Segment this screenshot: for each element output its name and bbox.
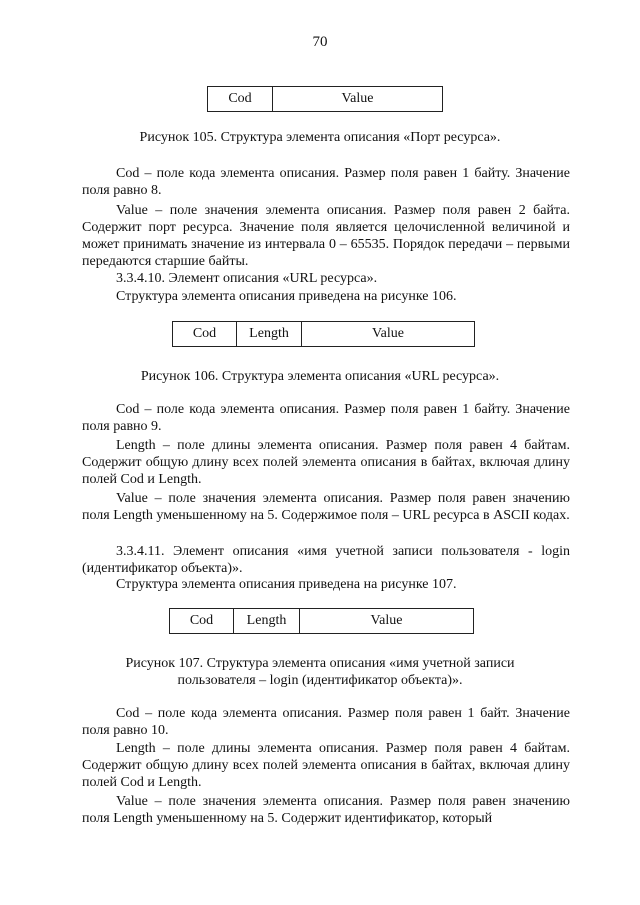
figure-105-caption: Рисунок 105. Структура элемента описания «Порт ресурса».: [139, 130, 501, 145]
figure-107-caption-line-1: Рисунок 107. Структура элемента описания «имя учетной записи: [125, 656, 515, 671]
paragraph: Value – поле значения элемента описания. Размер поля равен значению поля Length уменьшенному на 5. Содержит идентификатор, который: [82, 794, 570, 826]
paragraph: Value – поле значения элемента описания. Размер поля равен 2 байта. Содержит порт ресурса. Значение поля является целочисленной величиной и может принимать значение из интервала 0 – 65535. Порядок передачи – первыми передаются старшие байты.: [82, 203, 570, 269]
paragraph: Структура элемента описания приведена на рисунке 106.: [116, 289, 457, 304]
figure-106-structure: [172, 321, 475, 347]
field-value: Value: [299, 609, 473, 633]
page-number: 70: [312, 34, 328, 50]
figure-105-structure: [207, 86, 443, 112]
section-heading: 3.3.4.11. Элемент описания «имя учетной записи пользователя - login (идентификатор объекта)».: [82, 544, 570, 576]
paragraph: Value – поле значения элемента описания. Размер поля равен значению поля Length уменьшенному на 5. Содержимое поля – URL ресурса в ASCII кодах.: [82, 491, 570, 523]
figure-106-caption: Рисунок 106. Структура элемента описания «URL ресурса».: [140, 369, 500, 384]
paragraph: Length – поле длины элемента описания. Размер поля равен 4 байтам. Содержит общую длину всех полей элемента описания в байтах, включая длину полей Cod и Length.: [82, 438, 570, 487]
section-heading: 3.3.4.10. Элемент описания «URL ресурса».: [116, 271, 378, 286]
paragraph: Length – поле длины элемента описания. Размер поля равен 4 байтам. Содержит общую длину всех полей элемента описания в байтах, включая длину полей Cod и Length.: [82, 741, 570, 790]
figure-107-structure: [169, 608, 474, 634]
field-length: Length: [233, 609, 299, 633]
field-cod: Cod: [192, 326, 217, 341]
figure-107-caption-line-2: пользователя – login (идентификатор объекта)».: [177, 673, 463, 688]
field-length: Length: [236, 322, 301, 346]
paragraph: Cod – поле кода элемента описания. Размер поля равен 1 байту. Значение поля равно 9.: [82, 402, 570, 434]
field-cod: Cod: [189, 613, 214, 628]
field-value: Value: [301, 322, 474, 346]
field-cod: Cod: [228, 91, 252, 106]
paragraph: Cod – поле кода элемента описания. Размер поля равен 1 байт. Значение поля равно 10.: [82, 706, 570, 738]
paragraph: Cod – поле кода элемента описания. Размер поля равен 1 байту. Значение поля равно 8.: [82, 166, 570, 198]
paragraph: Структура элемента описания приведена на рисунке 107.: [116, 577, 457, 592]
field-value: Value: [272, 87, 442, 111]
